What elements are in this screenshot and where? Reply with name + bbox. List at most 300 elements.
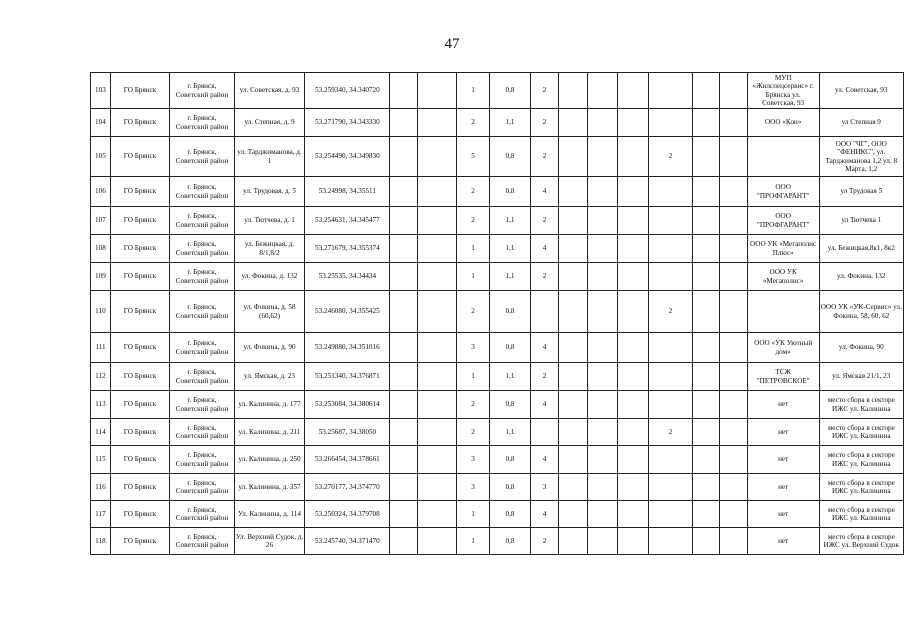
cell-operator: ООО "ПРОФГАРАНТ" xyxy=(747,177,819,207)
table-row xyxy=(91,291,904,333)
cell-col-11 xyxy=(588,263,618,291)
cell-col-9 xyxy=(531,419,559,446)
cell-col-10 xyxy=(558,419,588,446)
cell-col-6 xyxy=(417,363,456,391)
cell-col-11 xyxy=(588,137,618,177)
cell-served-objects: ул. Бежицкая,8к1, 8к2 xyxy=(819,235,903,263)
cell-container-count: 2 xyxy=(457,207,490,235)
cell-operator: нет xyxy=(747,446,819,474)
cell-district: г. Брянск, Советский район xyxy=(170,177,234,207)
cell-municipality: ГО Брянск xyxy=(110,137,169,177)
cell-container-count: 2 xyxy=(457,177,490,207)
cell-municipality: ГО Брянск xyxy=(110,291,169,333)
cell-address: ул. Советская, д. 93 xyxy=(234,73,305,109)
table-row xyxy=(91,207,904,235)
cell-col-12 xyxy=(617,474,648,501)
cell-col-13 xyxy=(649,333,692,363)
cell-served-objects: ул Степная 9 xyxy=(819,109,903,137)
cell-col-9: 2 xyxy=(531,263,559,291)
cell-col-12 xyxy=(617,363,648,391)
cell-col-11 xyxy=(588,501,618,528)
cell-address: ул. Калинина, д. 211 xyxy=(234,419,305,446)
cell-served-objects: место сбора в секторе ИЖС ул. Калинина xyxy=(819,446,903,474)
cell-coordinates: 53.266454, 34.378661 xyxy=(305,446,390,474)
cell-col-11 xyxy=(588,73,618,109)
cell-container-count: 1 xyxy=(457,363,490,391)
cell-operator: нет xyxy=(747,501,819,528)
table-row xyxy=(91,419,904,446)
cell-operator xyxy=(747,137,819,177)
cell-col-15 xyxy=(720,137,748,177)
cell-coordinates: 53.271790, 34.343330 xyxy=(305,109,390,137)
cell-municipality: ГО Брянск xyxy=(110,474,169,501)
cell-municipality: ГО Брянск xyxy=(110,419,169,446)
cell-col-13: 2 xyxy=(649,291,692,333)
cell-col-6 xyxy=(417,391,456,419)
cell-district: г. Брянск, Советский район xyxy=(170,528,234,555)
cell-served-objects: ООО УК «УК-Сервис» ул. Фокина, 58, 60, 62 xyxy=(819,291,903,333)
cell-municipality: ГО Брянск xyxy=(110,363,169,391)
cell-row-number: 104 xyxy=(91,109,111,137)
cell-container-volume: 0,8 xyxy=(489,528,530,555)
cell-col-13 xyxy=(649,263,692,291)
cell-row-number: 109 xyxy=(91,263,111,291)
cell-col-6 xyxy=(417,263,456,291)
cell-col-11 xyxy=(588,363,618,391)
cell-address: ул. Ямская, д. 23 xyxy=(234,363,305,391)
cell-row-number: 117 xyxy=(91,501,111,528)
cell-col-14 xyxy=(692,291,720,333)
cell-served-objects: место сбора в секторе ИЖС ул. Верхний Судок xyxy=(819,528,903,555)
cell-col-9 xyxy=(531,291,559,333)
cell-operator: МУП «Жилспецсервис» г. Брянска ул. Советская, 93 xyxy=(747,73,819,109)
cell-col-12 xyxy=(617,333,648,363)
cell-coordinates: 53.271679, 34.355374 xyxy=(305,235,390,263)
cell-coordinates: 53.246080, 34.355425 xyxy=(305,291,390,333)
cell-col-12 xyxy=(617,528,648,555)
cell-address: ул. Тарджиманова, д. 1 xyxy=(234,137,305,177)
cell-col-10 xyxy=(558,109,588,137)
cell-col-5 xyxy=(390,177,418,207)
cell-row-number: 107 xyxy=(91,207,111,235)
cell-served-objects: место сбора в секторе ИЖС ул. Калинина xyxy=(819,474,903,501)
table-row xyxy=(91,446,904,474)
table-row xyxy=(91,235,904,263)
cell-col-9: 3 xyxy=(531,474,559,501)
cell-col-9: 2 xyxy=(531,528,559,555)
cell-district: г. Брянск, Советский район xyxy=(170,446,234,474)
cell-operator: нет xyxy=(747,419,819,446)
cell-coordinates: 53.251340, 34.376871 xyxy=(305,363,390,391)
cell-col-12 xyxy=(617,177,648,207)
table-row xyxy=(91,109,904,137)
cell-col-6 xyxy=(417,474,456,501)
cell-municipality: ГО Брянск xyxy=(110,263,169,291)
cell-container-count: 2 xyxy=(457,419,490,446)
cell-served-objects: ул. Фокина, 90 xyxy=(819,333,903,363)
cell-municipality: ГО Брянск xyxy=(110,391,169,419)
cell-col-13 xyxy=(649,391,692,419)
cell-col-15 xyxy=(720,207,748,235)
cell-address: ул. Бежицкая, д. 8/1,8/2 xyxy=(234,235,305,263)
cell-col-13: 2 xyxy=(649,419,692,446)
cell-col-6 xyxy=(417,177,456,207)
cell-district: г. Брянск, Советский район xyxy=(170,391,234,419)
cell-address: ул. Калинина, д. 357 xyxy=(234,474,305,501)
cell-container-count: 2 xyxy=(457,291,490,333)
cell-operator: нет xyxy=(747,474,819,501)
cell-col-6 xyxy=(417,235,456,263)
cell-municipality: ГО Брянск xyxy=(110,501,169,528)
cell-municipality: ГО Брянск xyxy=(110,177,169,207)
cell-col-9: 4 xyxy=(531,177,559,207)
cell-col-9: 4 xyxy=(531,446,559,474)
cell-coordinates: 53.25535, 34.34434 xyxy=(305,263,390,291)
cell-served-objects: ул Трудовая 5 xyxy=(819,177,903,207)
cell-col-6 xyxy=(417,333,456,363)
cell-col-5 xyxy=(390,528,418,555)
cell-operator: нет xyxy=(747,528,819,555)
cell-container-volume: 1,1 xyxy=(489,235,530,263)
cell-row-number: 112 xyxy=(91,363,111,391)
cell-col-6 xyxy=(417,207,456,235)
cell-col-13 xyxy=(649,235,692,263)
cell-operator: ООО «УК Уютный дом» xyxy=(747,333,819,363)
cell-container-count: 1 xyxy=(457,73,490,109)
data-table xyxy=(90,72,904,555)
cell-col-13 xyxy=(649,363,692,391)
table-row xyxy=(91,501,904,528)
cell-col-6 xyxy=(417,291,456,333)
cell-col-5 xyxy=(390,137,418,177)
cell-col-10 xyxy=(558,177,588,207)
cell-col-10 xyxy=(558,474,588,501)
cell-col-14 xyxy=(692,207,720,235)
cell-address: ул. Фокина, д. 58 (60,62) xyxy=(234,291,305,333)
cell-col-11 xyxy=(588,474,618,501)
cell-col-9: 2 xyxy=(531,207,559,235)
cell-coordinates: 53.249880, 34.351016 xyxy=(305,333,390,363)
cell-col-6 xyxy=(417,109,456,137)
cell-col-5 xyxy=(390,391,418,419)
cell-district: г. Брянск, Советский район xyxy=(170,333,234,363)
cell-col-14 xyxy=(692,391,720,419)
cell-coordinates: 53.25687, 34.38050 xyxy=(305,419,390,446)
cell-municipality: ГО Брянск xyxy=(110,73,169,109)
cell-col-6 xyxy=(417,419,456,446)
cell-col-15 xyxy=(720,501,748,528)
cell-col-5 xyxy=(390,235,418,263)
cell-col-15 xyxy=(720,333,748,363)
cell-row-number: 115 xyxy=(91,446,111,474)
cell-operator: ООО «Кон» xyxy=(747,109,819,137)
cell-served-objects: ООО "ЧГ", ООО "ФЕНИКС", ул. Тарджиманова 1,2 ул. 8 Марта, 1,2 xyxy=(819,137,903,177)
page-number: 47 xyxy=(444,36,460,52)
cell-municipality: ГО Брянск xyxy=(110,528,169,555)
cell-col-5 xyxy=(390,419,418,446)
cell-row-number: 116 xyxy=(91,474,111,501)
cell-address: ул. Трудовая, д. 5 xyxy=(234,177,305,207)
cell-col-6 xyxy=(417,137,456,177)
cell-col-14 xyxy=(692,474,720,501)
cell-served-objects: место сбора в секторе ИЖС ул. Калинина xyxy=(819,419,903,446)
cell-col-12 xyxy=(617,207,648,235)
cell-col-14 xyxy=(692,333,720,363)
cell-container-volume: 0,8 xyxy=(489,137,530,177)
cell-col-11 xyxy=(588,207,618,235)
cell-col-14 xyxy=(692,235,720,263)
cell-col-15 xyxy=(720,528,748,555)
cell-col-10 xyxy=(558,501,588,528)
cell-served-objects: ул. Советская, 93 xyxy=(819,73,903,109)
cell-col-5 xyxy=(390,333,418,363)
cell-operator: ТСЖ "ПЕТРОВСКОЕ" xyxy=(747,363,819,391)
cell-district: г. Брянск, Советский район xyxy=(170,207,234,235)
cell-row-number: 108 xyxy=(91,235,111,263)
cell-col-6 xyxy=(417,528,456,555)
table-row xyxy=(91,391,904,419)
cell-container-volume: 0,8 xyxy=(489,474,530,501)
cell-col-15 xyxy=(720,446,748,474)
cell-container-volume: 0,8 xyxy=(489,391,530,419)
cell-row-number: 110 xyxy=(91,291,111,333)
cell-address: ул. Калинина, д. 250 xyxy=(234,446,305,474)
cell-col-10 xyxy=(558,235,588,263)
cell-col-14 xyxy=(692,263,720,291)
cell-col-5 xyxy=(390,73,418,109)
cell-col-5 xyxy=(390,207,418,235)
cell-col-5 xyxy=(390,109,418,137)
cell-col-14 xyxy=(692,137,720,177)
cell-municipality: ГО Брянск xyxy=(110,235,169,263)
cell-container-volume: 0,8 xyxy=(489,177,530,207)
cell-col-9: 4 xyxy=(531,235,559,263)
cell-container-count: 1 xyxy=(457,501,490,528)
cell-operator xyxy=(747,291,819,333)
cell-coordinates: 53.245740, 34.371470 xyxy=(305,528,390,555)
cell-col-14 xyxy=(692,446,720,474)
cell-col-13 xyxy=(649,501,692,528)
cell-col-12 xyxy=(617,137,648,177)
cell-col-14 xyxy=(692,73,720,109)
cell-col-5 xyxy=(390,263,418,291)
table-row xyxy=(91,73,904,109)
cell-col-11 xyxy=(588,528,618,555)
cell-col-13 xyxy=(649,474,692,501)
cell-col-12 xyxy=(617,446,648,474)
cell-col-10 xyxy=(558,207,588,235)
cell-coordinates: 53.24998, 34.35511 xyxy=(305,177,390,207)
cell-container-count: 1 xyxy=(457,235,490,263)
cell-col-12 xyxy=(617,109,648,137)
cell-operator: ООО УК «Мегаполис Плюс» xyxy=(747,235,819,263)
cell-col-15 xyxy=(720,177,748,207)
cell-served-objects: место сбора в секторе ИЖС ул. Калинина xyxy=(819,501,903,528)
cell-col-13 xyxy=(649,446,692,474)
cell-col-14 xyxy=(692,109,720,137)
cell-district: г. Брянск, Советский район xyxy=(170,419,234,446)
cell-col-5 xyxy=(390,474,418,501)
cell-col-5 xyxy=(390,291,418,333)
cell-address: Ул. Калинина, д. 114 xyxy=(234,501,305,528)
cell-col-6 xyxy=(417,73,456,109)
cell-col-11 xyxy=(588,109,618,137)
cell-container-volume: 1,1 xyxy=(489,263,530,291)
cell-row-number: 105 xyxy=(91,137,111,177)
cell-container-volume: 0,8 xyxy=(489,291,530,333)
cell-col-11 xyxy=(588,391,618,419)
cell-container-volume: 0,8 xyxy=(489,501,530,528)
cell-col-14 xyxy=(692,501,720,528)
cell-row-number: 114 xyxy=(91,419,111,446)
cell-col-12 xyxy=(617,263,648,291)
cell-address: ул. Степная, д. 9 xyxy=(234,109,305,137)
cell-col-14 xyxy=(692,177,720,207)
cell-coordinates: 53.270177, 34.374770 xyxy=(305,474,390,501)
cell-col-15 xyxy=(720,391,748,419)
cell-col-13 xyxy=(649,109,692,137)
table-row xyxy=(91,363,904,391)
cell-container-count: 2 xyxy=(457,391,490,419)
table-row xyxy=(91,333,904,363)
cell-col-11 xyxy=(588,419,618,446)
cell-operator: ООО "ПРОФГАРАНТ" xyxy=(747,207,819,235)
cell-operator: нет xyxy=(747,391,819,419)
cell-coordinates: 53.250324, 34.379708 xyxy=(305,501,390,528)
cell-municipality: ГО Брянск xyxy=(110,333,169,363)
table-row xyxy=(91,137,904,177)
cell-col-6 xyxy=(417,501,456,528)
cell-district: г. Брянск, Советский район xyxy=(170,137,234,177)
cell-col-15 xyxy=(720,419,748,446)
cell-district: г. Брянск, Советский район xyxy=(170,474,234,501)
cell-col-12 xyxy=(617,501,648,528)
cell-col-10 xyxy=(558,333,588,363)
cell-col-13 xyxy=(649,207,692,235)
cell-col-11 xyxy=(588,333,618,363)
cell-col-12 xyxy=(617,419,648,446)
cell-col-10 xyxy=(558,446,588,474)
cell-district: г. Брянск, Советский район xyxy=(170,73,234,109)
cell-district: г. Брянск, Советский район xyxy=(170,291,234,333)
cell-district: г. Брянск, Советский район xyxy=(170,235,234,263)
cell-district: г. Брянск, Советский район xyxy=(170,109,234,137)
cell-col-13 xyxy=(649,528,692,555)
cell-address: ул. Фокина, д. 132 xyxy=(234,263,305,291)
cell-col-9: 2 xyxy=(531,73,559,109)
cell-container-count: 2 xyxy=(457,109,490,137)
cell-container-count: 3 xyxy=(457,446,490,474)
cell-col-12 xyxy=(617,235,648,263)
cell-col-15 xyxy=(720,263,748,291)
cell-col-10 xyxy=(558,263,588,291)
cell-municipality: ГО Брянск xyxy=(110,446,169,474)
cell-address: ул. Тютчева, д. 1 xyxy=(234,207,305,235)
cell-col-10 xyxy=(558,391,588,419)
cell-col-15 xyxy=(720,109,748,137)
cell-address: Ул. Верхний Судок, д. 26 xyxy=(234,528,305,555)
cell-container-volume: 1,1 xyxy=(489,363,530,391)
cell-col-9: 4 xyxy=(531,501,559,528)
cell-container-volume: 1,1 xyxy=(489,109,530,137)
cell-served-objects: ул. Ямская 21/1, 23 xyxy=(819,363,903,391)
cell-container-count: 5 xyxy=(457,137,490,177)
cell-col-15 xyxy=(720,474,748,501)
cell-col-9: 4 xyxy=(531,391,559,419)
cell-col-5 xyxy=(390,363,418,391)
cell-container-volume: 1,1 xyxy=(489,419,530,446)
cell-col-15 xyxy=(720,235,748,263)
cell-col-14 xyxy=(692,528,720,555)
cell-col-9: 2 xyxy=(531,363,559,391)
cell-coordinates: 53.254631, 34.345477 xyxy=(305,207,390,235)
cell-served-objects: ул Тютчева 1 xyxy=(819,207,903,235)
cell-col-13 xyxy=(649,177,692,207)
cell-coordinates: 53.259340, 34.340720 xyxy=(305,73,390,109)
cell-col-9: 2 xyxy=(531,137,559,177)
cell-col-10 xyxy=(558,363,588,391)
cell-col-12 xyxy=(617,73,648,109)
cell-served-objects: место сбора в секторе ИЖС ул. Калинина xyxy=(819,391,903,419)
cell-col-6 xyxy=(417,446,456,474)
table-row xyxy=(91,474,904,501)
cell-container-count: 3 xyxy=(457,474,490,501)
cell-container-volume: 1,1 xyxy=(489,207,530,235)
cell-address: ул. Калинина, д. 177 xyxy=(234,391,305,419)
table-row xyxy=(91,263,904,291)
cell-col-10 xyxy=(558,73,588,109)
cell-district: г. Брянск, Советский район xyxy=(170,363,234,391)
cell-container-count: 1 xyxy=(457,263,490,291)
cell-col-10 xyxy=(558,291,588,333)
cell-district: г. Брянск, Советский район xyxy=(170,501,234,528)
cell-col-15 xyxy=(720,291,748,333)
cell-col-13: 2 xyxy=(649,137,692,177)
cell-municipality: ГО Брянск xyxy=(110,109,169,137)
cell-row-number: 103 xyxy=(91,73,111,109)
cell-container-volume: 0,8 xyxy=(489,73,530,109)
cell-address: ул. Фокина, д. 90 xyxy=(234,333,305,363)
cell-col-10 xyxy=(558,137,588,177)
cell-served-objects: ул. Фокина, 132 xyxy=(819,263,903,291)
table-row xyxy=(91,177,904,207)
cell-col-15 xyxy=(720,363,748,391)
cell-container-volume: 0,8 xyxy=(489,333,530,363)
cell-col-11 xyxy=(588,291,618,333)
cell-row-number: 118 xyxy=(91,528,111,555)
cell-col-9: 4 xyxy=(531,333,559,363)
cell-row-number: 106 xyxy=(91,177,111,207)
cell-col-14 xyxy=(692,419,720,446)
cell-district: г. Брянск, Советский район xyxy=(170,263,234,291)
cell-col-11 xyxy=(588,177,618,207)
cell-col-12 xyxy=(617,291,648,333)
cell-col-5 xyxy=(390,446,418,474)
cell-col-11 xyxy=(588,235,618,263)
cell-col-14 xyxy=(692,363,720,391)
table-row xyxy=(91,528,904,555)
cell-col-13 xyxy=(649,73,692,109)
cell-coordinates: 53.254490, 34.349830 xyxy=(305,137,390,177)
cell-col-10 xyxy=(558,528,588,555)
cell-municipality: ГО Брянск xyxy=(110,207,169,235)
cell-container-volume: 0,8 xyxy=(489,446,530,474)
cell-row-number: 111 xyxy=(91,333,111,363)
cell-operator: ООО УК «Мегаполис» xyxy=(747,263,819,291)
cell-row-number: 113 xyxy=(91,391,111,419)
cell-container-count: 1 xyxy=(457,528,490,555)
cell-col-5 xyxy=(390,501,418,528)
